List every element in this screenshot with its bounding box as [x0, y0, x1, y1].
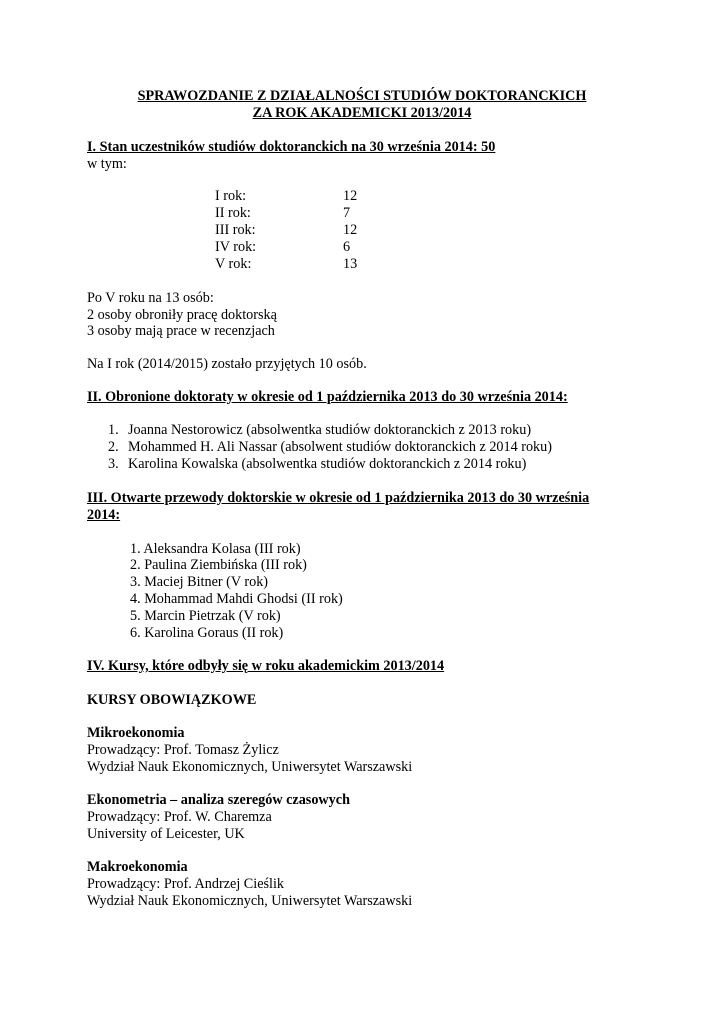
list-number: 2.: [108, 439, 119, 455]
year-row: [215, 239, 350, 256]
list-text: Joanna Nestorowicz (absolwentka studiów doktoranckich z 2013 roku): [128, 422, 532, 438]
year-count: 12: [343, 222, 358, 238]
year-count: 6: [343, 239, 351, 255]
year-label: III rok:: [215, 222, 256, 238]
note-line: 3 osoby mają prace w recenzjach: [87, 323, 275, 339]
section4-heading: IV. Kursy, które odbyły się w roku akademickim 2013/2014: [87, 658, 445, 674]
list-text: Mohammed H. Ali Nassar (absolwent studiów doktoranckich z 2014 roku): [128, 439, 552, 455]
year-row: [215, 256, 357, 273]
course-name: Mikroekonomia: [87, 725, 185, 741]
course-affiliation: Wydział Nauk Ekonomicznych, Uniwersytet Warszawski: [87, 759, 413, 775]
section3-heading-line1: III. Otwarte przewody doktorskie w okresie od 1 października 2013 do 30 września: [87, 490, 590, 506]
note-line: Po V roku na 13 osób:: [87, 290, 214, 306]
course-affiliation: University of Leicester, UK: [87, 826, 245, 842]
year-row: [215, 205, 350, 222]
year-count: 12: [343, 188, 358, 204]
course-lecturer: Prowadzący: Prof. Andrzej Cieślik: [87, 876, 285, 892]
list-item: 6. Karolina Goraus (II rok): [130, 625, 284, 641]
list-item: [108, 456, 526, 473]
year-label: IV rok:: [215, 239, 257, 255]
year-label: V rok:: [215, 256, 252, 272]
section3-heading-line2: 2014:: [87, 507, 121, 523]
list-number: 1.: [108, 422, 119, 438]
year-label: I rok:: [215, 188, 247, 204]
course-lecturer: Prowadzący: Prof. Tomasz Żylicz: [87, 742, 279, 758]
report-title-line1: SPRAWOZDANIE Z DZIAŁALNOŚCI STUDIÓW DOKTORANCKICH: [137, 88, 587, 104]
list-item: [108, 439, 552, 456]
course-name: Ekonometria – analiza szeregów czasowych: [87, 792, 350, 808]
list-item: 4. Mohammad Mahdi Ghodsi (II rok): [130, 591, 343, 607]
year-row: [215, 188, 357, 205]
courses-subheading: KURSY OBOWIĄZKOWE: [87, 692, 257, 708]
list-item: 2. Paulina Ziembińska (III rok): [130, 557, 307, 573]
note-line: 2 osoby obroniły pracę doktorską: [87, 307, 277, 323]
list-item: [108, 422, 531, 439]
section1-intro: w tym:: [87, 156, 127, 172]
year-count: 13: [343, 256, 358, 272]
year-count: 7: [343, 205, 351, 221]
list-item: 3. Maciej Bitner (V rok): [130, 574, 269, 590]
course-affiliation: Wydział Nauk Ekonomicznych, Uniwersytet Warszawski: [87, 893, 413, 909]
section2-heading: II. Obronione doktoraty w okresie od 1 października 2013 do 30 września 2014:: [87, 389, 568, 405]
report-title-line2: ZA ROK AKADEMICKI 2013/2014: [252, 105, 472, 121]
list-item: 1. Aleksandra Kolasa (III rok): [130, 541, 301, 557]
course-name: Makroekonomia: [87, 859, 188, 875]
year-label: II rok:: [215, 205, 251, 221]
section1-heading: I. Stan uczestników studiów doktoranckich na 30 września 2014: 50: [87, 139, 496, 155]
year-row: [215, 222, 357, 239]
list-item: 5. Marcin Pietrzak (V rok): [130, 608, 281, 624]
list-text: Karolina Kowalska (absolwentka studiów doktoranckich z 2014 roku): [128, 456, 527, 472]
course-lecturer: Prowadzący: Prof. W. Charemza: [87, 809, 272, 825]
list-number: 3.: [108, 456, 119, 472]
admission-note: Na I rok (2014/2015) zostało przyjętych 10 osób.: [87, 356, 367, 372]
